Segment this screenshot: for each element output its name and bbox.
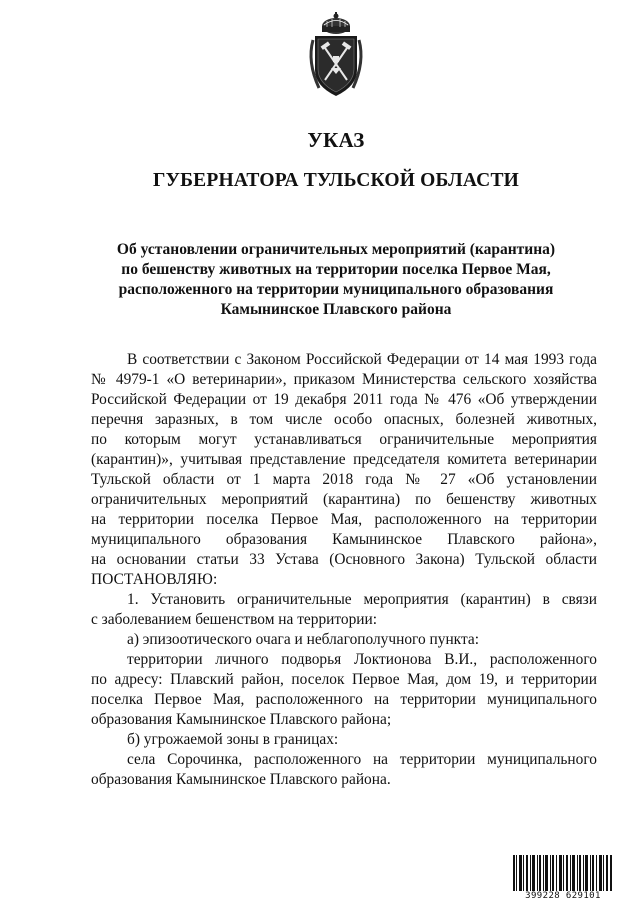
document-issuer: ГУБЕРНАТОРА ТУЛЬСКОЙ ОБЛАСТИ xyxy=(152,170,520,191)
subject-line: Камынинское Плавского района xyxy=(220,301,452,318)
body-line: б) угрожаемой зоны в границах: xyxy=(127,731,339,748)
body-line: с заболеванием бешенством на территории: xyxy=(91,611,378,628)
body-line: села Сорочинка, расположенного на территории муниципального xyxy=(127,751,597,768)
barcode-bars xyxy=(512,855,614,891)
body-line: а) эпизоотического очага и неблагополучного пункта: xyxy=(127,631,479,648)
body-line: муниципального образования Камынинское Плавского района», xyxy=(91,531,597,548)
body-line: на территории поселка Первое Мая, расположенного на территории xyxy=(91,511,597,528)
body-line: образования Камынинское Плавского района; xyxy=(91,711,392,728)
body-line: ограничительных мероприятий (карантина) по бешенству животных xyxy=(91,491,597,508)
body-line: Тульской области от 1 марта 2018 года № 27 «Об установлении xyxy=(91,471,597,488)
body-line: на основании статьи 33 Устава (Основного Закона) Тульской области xyxy=(91,551,597,568)
body-line: территории личного подворья Локтионова В.И., расположенного xyxy=(127,651,597,668)
body-line: поселка Первое Мая, расположенного на территории муниципального xyxy=(91,691,597,708)
body-line: 1. Установить ограничительные мероприятия (карантин) в связи xyxy=(127,591,597,608)
document-title: УКАЗ xyxy=(307,128,365,152)
document-body xyxy=(91,350,597,790)
subject-line: по бешенству животных на территории поселка Первое Мая, xyxy=(121,261,551,278)
body-line: по адресу: Плавский район, поселок Первое Мая, дом 19, и территории xyxy=(91,671,597,688)
tula-coat-of-arms-icon xyxy=(305,12,367,102)
body-line: по которым могут устанавливаться ограничительные мероприятия xyxy=(91,431,597,448)
body-line: ПОСТАНОВЛЯЮ: xyxy=(91,571,218,588)
body-line: перечня заразных, в том числе особо опасных, болезней животных, xyxy=(91,411,597,428)
barcode-number: 399228 629101 xyxy=(512,891,614,901)
body-line: № 4979-1 «О ветеринарии», приказом Министерства сельского хозяйства xyxy=(91,371,597,388)
body-line: образования Камынинское Плавского района. xyxy=(91,771,391,788)
barcode xyxy=(512,855,614,901)
body-line: В соответствии с Законом Российской Федерации от 14 мая 1993 года xyxy=(127,351,597,368)
subject-line: расположенного на территории муниципального образования xyxy=(118,281,554,298)
document-subject xyxy=(18,240,636,320)
body-line: (карантин)», учитывая представление председателя комитета ветеринарии xyxy=(91,451,597,468)
body-line: Российской Федерации от 19 декабря 2011 года № 476 «Об утверждении xyxy=(91,391,597,408)
subject-line: Об установлении ограничительных мероприятий (карантина) xyxy=(116,241,556,258)
